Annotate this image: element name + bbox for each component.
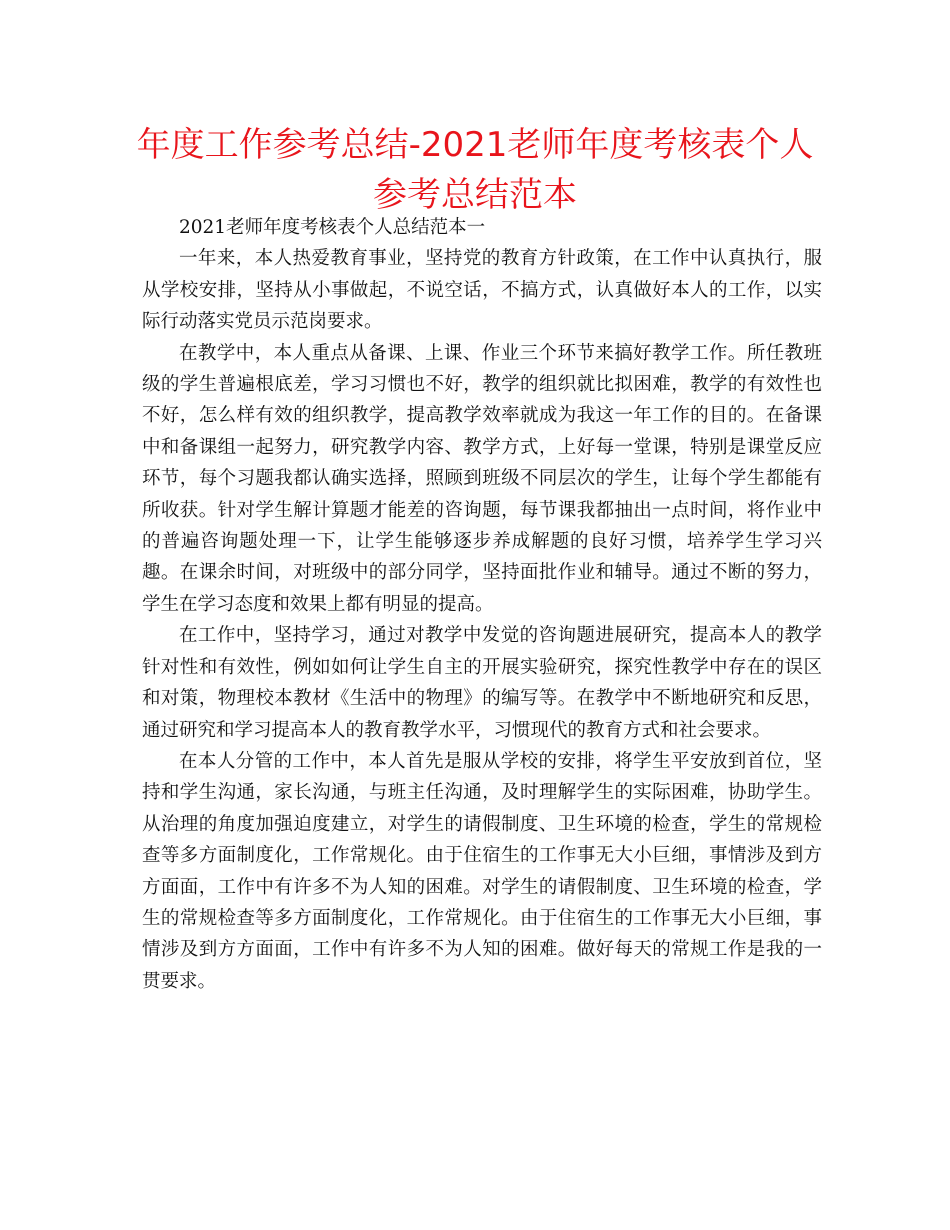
subtitle-paragraph: 2021老师年度考核表个人总结范本一	[179, 217, 486, 238]
body-paragraph: 在工作中，坚持学习，通过对教学中发觉的咨询题进展研究，提高本人的教学针对性和有效性，例如如何让学生自主的开展实验研究，探究性教学中存在的误区和对策，物理校本教材《生活中的物理》的编写等。在教学中不断地研究和反思，通过研究和学习提高本人的教育教学水平，习惯现代的教育方式和社会要求。	[142, 625, 822, 741]
body-paragraph: 一年来，本人热爱教育事业，坚持党的教育方针政策，在工作中认真执行，服从学校安排，坚持从小事做起，不说空话，不搞方式，认真做好本人的工作，以实际行动落实党员示范岗要求。	[142, 248, 822, 333]
body-paragraph: 在教学中，本人重点从备课、上课、作业三个环节来搞好教学工作。所任教班级的学生普遍根底差，学习习惯也不好，教学的组织就比拟困难，教学的有效性也不好，怎么样有效的组织教学，提高教学效率就成为我这一年工作的目的。在备课中和备课组一起努力，研究教学内容、教学方式，上好每一堂课，特别是课堂反应环节，每个习题我都认确实选择，照顾到班级不同层次的学生，让每个学生都能有所收获。针对学生解计算题才能差的咨询题，每节课我都抽出一点时间，将作业中的普遍咨询题处理一下，让学生能够逐步养成解题的良好习惯，培养学生学习兴趣。在课余时间，对班级中的部分同学，坚持面批作业和辅导。通过不断的努力，学生在学习态度和效果上都有明显的提高。	[142, 342, 822, 615]
document-body	[142, 212, 822, 997]
document-title: 年度工作参考总结-2021老师年度考核表个人参考总结范本	[136, 125, 814, 215]
body-paragraph: 在本人分管的工作中，本人首先是服从学校的安排，将学生平安放到首位，坚持和学生沟通，家长沟通，与班主任沟通，及时理解学生的实际困难，协助学生。从治理的角度加强迫度建立，对学生的请假制度、卫生环境的检查，学生的常规检查等多方面制度化，工作常规化。由于住宿生的工作事无大小巨细，事情涉及到方方面面，工作中有许多不为人知的困难。对学生的请假制度、卫生环境的检查，学生的常规检查等多方面制度化，工作常规化。由于住宿生的工作事无大小巨细，事情涉及到方方面面，工作中有许多不为人知的困难。做好每天的常规工作是我的一贯要求。	[142, 750, 822, 992]
